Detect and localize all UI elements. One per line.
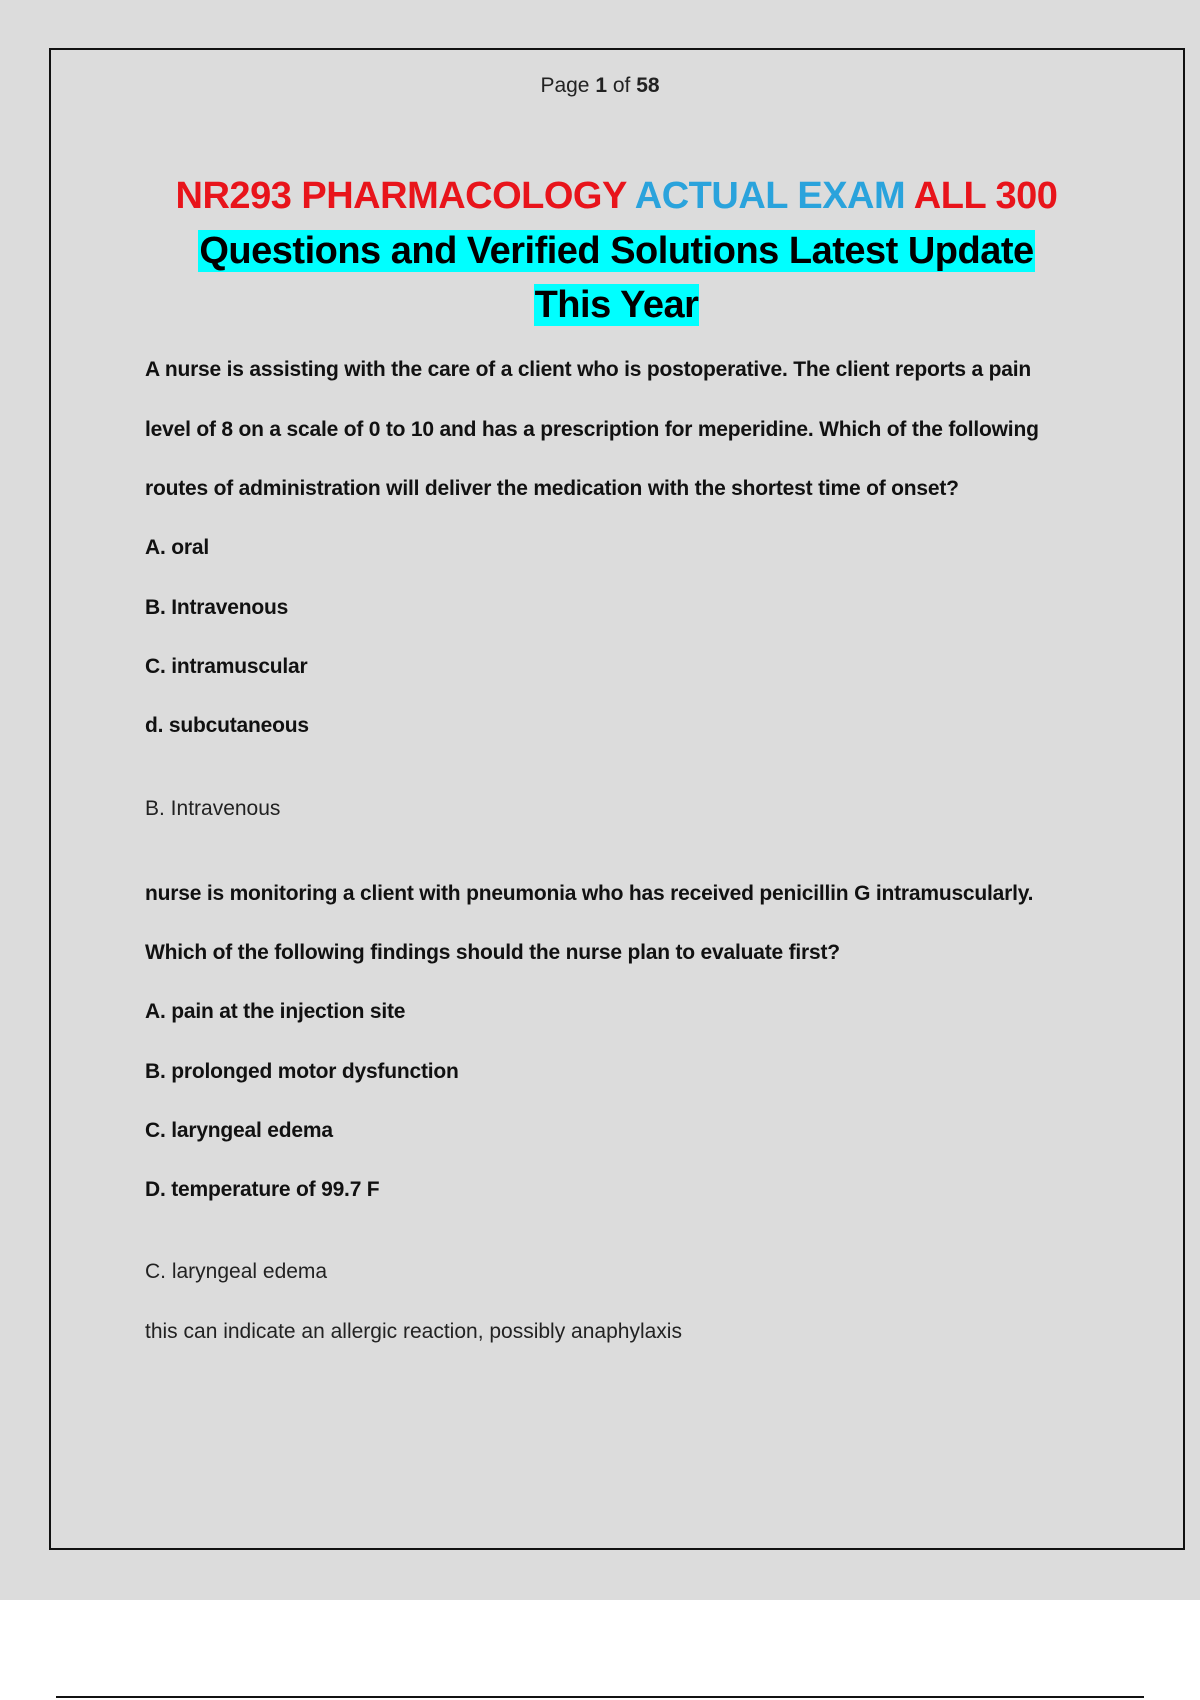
question-2-stem-line-1: nurse is monitoring a client with pneumonia who has received penicillin G intramuscularly. bbox=[145, 882, 1034, 905]
page-number: Page 1 of 58 bbox=[540, 74, 660, 97]
title-part-blue: ACTUAL EXAM bbox=[634, 175, 906, 217]
question-2-stem-line-2: Which of the following findings should the nurse plan to evaluate first? bbox=[145, 941, 840, 964]
document-title-line-1 bbox=[120, 172, 1113, 220]
question-1-option-b: B. Intravenous bbox=[145, 596, 289, 619]
question-1-option-a: A. oral bbox=[145, 536, 209, 559]
title-part-red-2: ALL 300 bbox=[905, 175, 1058, 217]
question-1-option-c: C. intramuscular bbox=[145, 655, 308, 678]
question-1-stem-line-2: level of 8 on a scale of 0 to 10 and has a prescription for meperidine. Which of the following bbox=[145, 418, 1039, 441]
document-title-line-2: Questions and Verified Solutions Latest Update bbox=[199, 230, 1034, 272]
question-1-answer: B. Intravenous bbox=[145, 797, 281, 820]
question-1-stem-line-1: A nurse is assisting with the care of a client who is postoperative. The client reports a pain bbox=[145, 358, 1031, 381]
question-1-stem-line-3: routes of administration will deliver the medication with the shortest time of onset? bbox=[145, 477, 959, 500]
question-2-option-b: B. prolonged motor dysfunction bbox=[145, 1060, 459, 1083]
document-title-line-3: This Year bbox=[534, 284, 699, 326]
next-page-top-rule bbox=[56, 1696, 1144, 1698]
question-2-option-d: D. temperature of 99.7 F bbox=[145, 1178, 380, 1201]
title-part-red: NR293 PHARMACOLOGY bbox=[175, 175, 635, 217]
question-1-option-d: d. subcutaneous bbox=[145, 714, 309, 737]
question-2-option-a: A. pain at the injection site bbox=[145, 1000, 406, 1023]
question-2-rationale: this can indicate an allergic reaction, possibly anaphylaxis bbox=[145, 1320, 682, 1343]
question-2-option-c: C. laryngeal edema bbox=[145, 1119, 333, 1142]
question-2-answer: C. laryngeal edema bbox=[145, 1260, 328, 1283]
